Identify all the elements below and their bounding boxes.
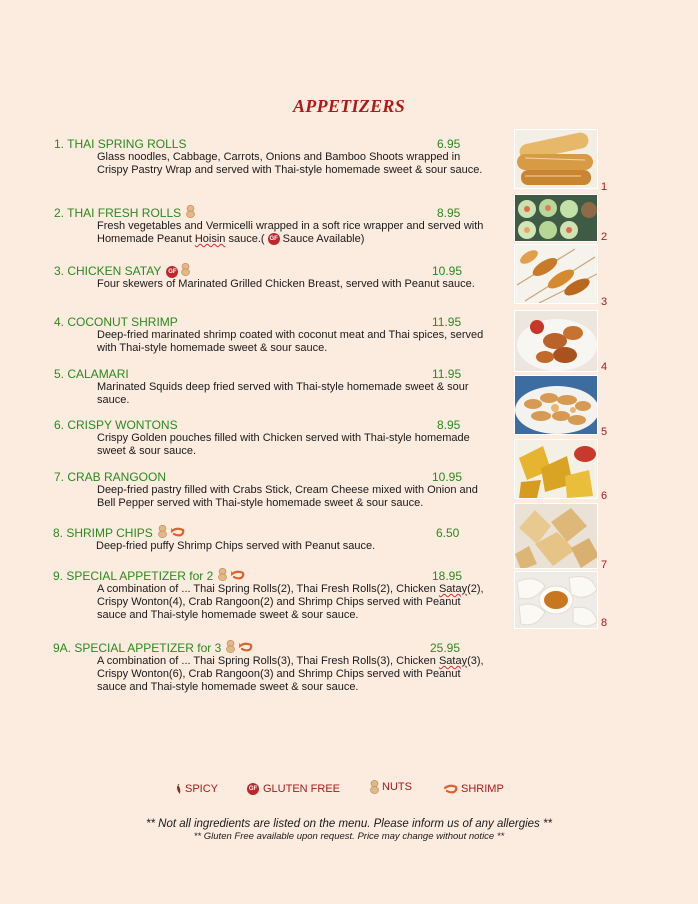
- item-description: A combination of ... Thai Spring Rolls(2), Thai Fresh Rolls(2), Chicken Satay(2), Crispy Wonton(4), Crab Rangoon(2) and Shrimp Chips served with Peanut sauce and Thai-style homemade sweet & sour sauce.: [97, 583, 484, 622]
- fresh-rolls-photo: [514, 194, 598, 242]
- spring-rolls-photo: [514, 129, 598, 189]
- photo-number: 1: [601, 181, 608, 193]
- crab-rangoon-photo: [514, 503, 598, 569]
- item-name: 7. CRAB RANGOON: [54, 470, 167, 484]
- photo-number: 4: [601, 361, 608, 373]
- menu-item-calamari: [54, 367, 484, 407]
- gluten-free-icon: GF: [166, 264, 178, 278]
- photo-number: 5: [601, 426, 608, 438]
- item-name: 5. CALAMARI: [54, 367, 129, 381]
- shrimp-icon: [444, 783, 458, 795]
- shrimp-chips-photo: [514, 571, 598, 629]
- item-name: 6. CRISPY WONTONS: [54, 418, 178, 432]
- photo-number: 3: [601, 296, 608, 308]
- item-description: Deep-fried marinated shrimp coated with coconut meat and Thai spices, served with Thai-style homemade sweet & sour sauce.: [97, 329, 484, 355]
- item-description: Glass noodles, Cabbage, Carrots, Onions and Bamboo Shoots wrapped in Crispy Pastry Wrap and served with Thai-style homemade sweet & sour sauce.: [97, 151, 483, 177]
- item-name: 8. SHRIMP CHIPS: [53, 526, 153, 540]
- item-name: 4. COCONUT SHRIMP: [54, 315, 178, 329]
- photo-number: 2: [601, 231, 608, 243]
- legend-shrimp: SHRIMP: [444, 783, 504, 795]
- item-description: Fresh vegetables and Vermicelli wrapped in a soft rice wrapper and served with Homemade Peanut Hoisin sauce.( GF Sauce Available): [97, 220, 484, 246]
- item-price: 8.95: [437, 418, 461, 432]
- item-name: 9. SPECIAL APPETIZER for 2: [53, 569, 214, 583]
- item-price: 11.95: [432, 367, 462, 381]
- nuts-icon: [370, 780, 379, 794]
- allergy-notice: ** Not all ingredients are listed on the menu. Please inform us of any allergies **: [146, 818, 552, 830]
- item-description: Crispy Golden pouches filled with Chicken served with Thai-style homemade sweet & sour sauce.: [97, 432, 470, 458]
- photo-number: 8: [601, 617, 608, 629]
- menu-item-thai-spring-rolls: [54, 137, 484, 177]
- gluten-free-icon: GF: [247, 783, 259, 795]
- nuts-icon: [186, 205, 195, 221]
- item-name: 1. THAI SPRING ROLLS: [54, 137, 187, 151]
- item-description: Four skewers of Marinated Grilled Chicken Breast, served with Peanut sauce.: [97, 278, 475, 290]
- nuts-icon: [158, 525, 167, 541]
- item-description: Marinated Squids deep fried served with Thai-style homemade sweet & sour sauce.: [97, 381, 469, 407]
- item-price: 6.95: [437, 137, 461, 151]
- item-price: 8.95: [437, 206, 461, 220]
- item-price: 11.95: [432, 315, 462, 329]
- legend-nuts: NUTS: [370, 780, 412, 794]
- menu-item-thai-fresh-rolls: [54, 206, 484, 246]
- menu-item-special-appetizer-3: [53, 641, 483, 695]
- item-name: 3. CHICKEN SATAY: [54, 264, 162, 278]
- gluten-free-icon: GF: [268, 233, 280, 245]
- menu-title: APPETIZERS: [292, 96, 406, 116]
- chili-icon: [176, 783, 182, 795]
- nuts-icon: [181, 263, 190, 279]
- gluten-free-notice: ** Gluten Free available upon request. Price may change without notice **: [193, 831, 505, 842]
- shrimp-icon: [171, 526, 185, 540]
- menu-item-shrimp-chips: [53, 526, 483, 553]
- item-description: Deep-fried pastry filled with Crabs Stick, Cream Cheese mixed with Onion and Bell Pepper served with Thai-style homemade sweet & sour sauce.: [97, 484, 478, 510]
- chicken-satay-photo: [514, 244, 598, 304]
- item-description: A combination of ... Thai Spring Rolls(3), Thai Fresh Rolls(3), Chicken Satay(3), Crispy Wonton(6), Crab Rangoon(3) and Shrimp Chips served with Peanut sauce and Thai-style homemade sweet & sour sauce.: [97, 655, 484, 694]
- menu-item-crab-rangoon: [54, 470, 484, 510]
- nuts-icon: [226, 640, 235, 656]
- legend-gluten-free: GF GLUTEN FREE: [248, 783, 341, 795]
- crispy-wontons-photo: [514, 439, 598, 499]
- item-price: 10.95: [432, 264, 463, 278]
- item-description: Deep-fried puffy Shrimp Chips served with Peanut sauce.: [96, 540, 376, 552]
- item-price: 25.95: [430, 641, 461, 655]
- photo-number: 6: [601, 490, 608, 502]
- menu-item-special-appetizer-2: [53, 569, 483, 623]
- legend-spicy: SPICY: [176, 783, 218, 795]
- item-price: 6.50: [436, 526, 460, 540]
- item-name: 9A. SPECIAL APPETIZER for 3: [53, 641, 222, 655]
- item-price: 18.95: [432, 569, 463, 583]
- item-name: 2. THAI FRESH ROLLS: [54, 206, 182, 220]
- menu-item-chicken-satay: [54, 264, 484, 291]
- nuts-icon: [218, 568, 227, 584]
- menu-item-coconut-shrimp: [54, 315, 484, 355]
- item-price: 10.95: [432, 470, 463, 484]
- shrimp-icon: [231, 569, 245, 583]
- calamari-photo: [514, 375, 598, 435]
- coconut-shrimp-photo: [514, 310, 598, 372]
- shrimp-icon: [239, 641, 253, 655]
- menu-item-crispy-wontons: [54, 418, 484, 458]
- photo-number: 7: [601, 559, 608, 571]
